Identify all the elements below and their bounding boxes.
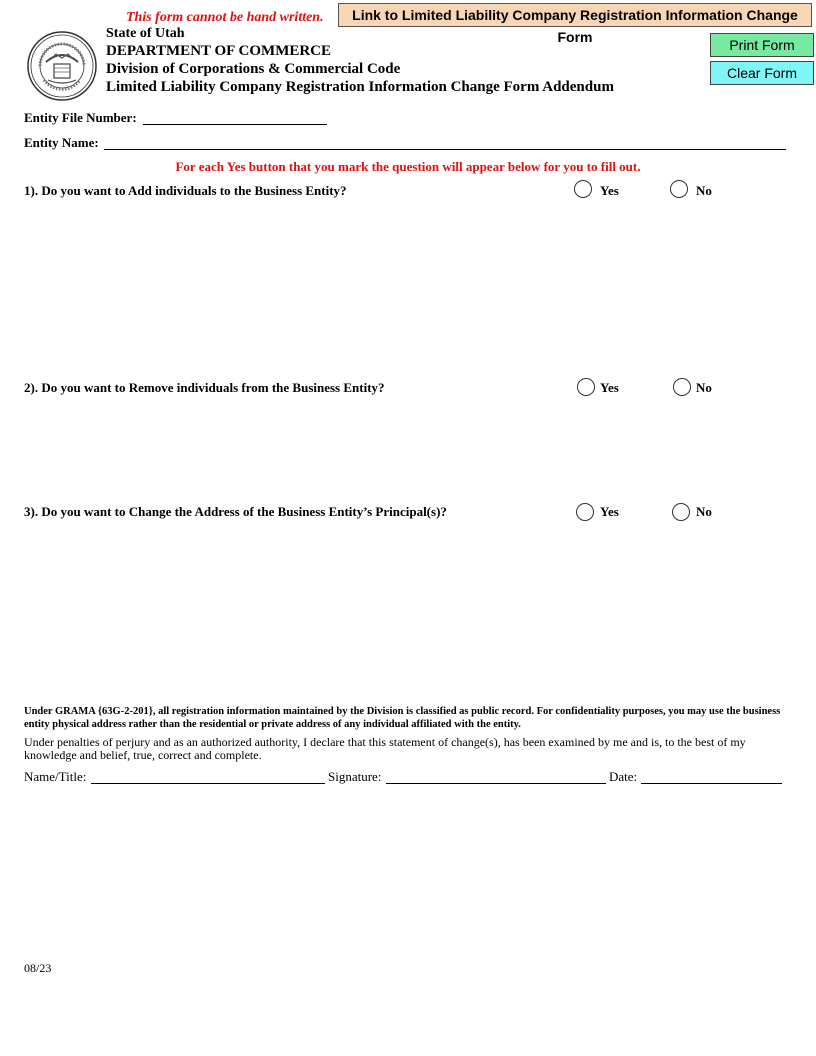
state-name: State of Utah bbox=[106, 26, 185, 41]
department-name: DEPARTMENT OF COMMERCE bbox=[106, 43, 332, 59]
grama-notice: Under GRAMA {63G-2-201}, all registration information maintained by the Division is classified as public record. For confidentiality purposes, you may use the business entity physical address rather than the residential or private address of any individual affiliated with the entity. bbox=[24, 706, 781, 730]
link-change-form-button[interactable]: Link to Limited Liability Company Registration Information Change Form bbox=[338, 3, 812, 27]
q2-yes-radio[interactable] bbox=[577, 378, 595, 396]
question-remove-individuals: 2). Do you want to Remove individuals from the Business Entity? bbox=[24, 380, 385, 395]
q1-yes-label: Yes bbox=[600, 183, 619, 198]
yes-button-notice: For each Yes button that you mark the question will appear below for you to fill out. bbox=[175, 159, 641, 174]
q2-no-label: No bbox=[696, 380, 712, 395]
form-title: Limited Liability Company Registration Information Change Form Addendum bbox=[106, 79, 614, 95]
q1-yes-radio[interactable] bbox=[574, 180, 592, 198]
handwritten-warning: This form cannot be hand written. bbox=[126, 10, 324, 25]
utah-state-seal-icon bbox=[26, 30, 98, 102]
question-add-individuals: 1). Do you want to Add individuals to the Business Entity? bbox=[24, 183, 347, 198]
signature-label: Signature: bbox=[328, 769, 382, 784]
entity-file-number-input[interactable] bbox=[143, 110, 327, 125]
q3-yes-label: Yes bbox=[600, 504, 619, 519]
date-input[interactable] bbox=[641, 769, 782, 784]
form-revision-date: 08/23 bbox=[24, 961, 52, 975]
division-name: Division of Corporations & Commercial Code bbox=[106, 61, 401, 77]
q1-no-radio[interactable] bbox=[670, 180, 688, 198]
q2-yes-label: Yes bbox=[600, 380, 619, 395]
clear-form-button[interactable]: Clear Form bbox=[710, 61, 814, 85]
q2-no-radio[interactable] bbox=[673, 378, 691, 396]
entity-file-number-label: Entity File Number: bbox=[24, 110, 137, 125]
name-title-input[interactable] bbox=[91, 769, 325, 784]
perjury-statement: Under penalties of perjury and as an authorized authority, I declare that this statement of change(s), has been examined by me and is, to the best of my knowledge and belief, true, correct and complete. bbox=[24, 735, 746, 762]
signature-input[interactable] bbox=[386, 769, 606, 784]
entity-name-input[interactable] bbox=[104, 135, 786, 150]
name-title-label: Name/Title: bbox=[24, 769, 87, 784]
print-form-button[interactable]: Print Form bbox=[710, 33, 814, 57]
entity-name-label: Entity Name: bbox=[24, 135, 99, 150]
q3-yes-radio[interactable] bbox=[576, 503, 594, 521]
q1-no-label: No bbox=[696, 183, 712, 198]
date-label: Date: bbox=[609, 769, 638, 784]
q3-no-radio[interactable] bbox=[672, 503, 690, 521]
q3-no-label: No bbox=[696, 504, 712, 519]
question-change-address: 3). Do you want to Change the Address of the Business Entity’s Principal(s)? bbox=[24, 504, 447, 519]
